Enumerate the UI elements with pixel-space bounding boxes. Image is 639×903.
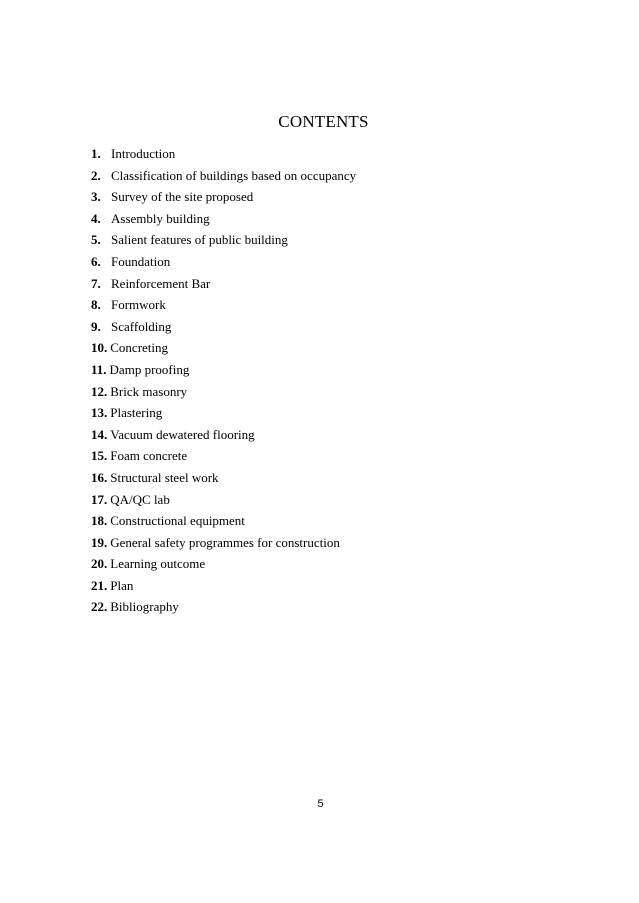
toc-item-number: 1. — [91, 146, 101, 161]
toc-item-number: 20. — [91, 556, 108, 572]
page-title: CONTENTS — [278, 112, 369, 131]
toc-item — [91, 510, 356, 532]
toc-item-number: 6. — [91, 253, 101, 269]
toc-item-label: Vacuum dewatered flooring — [110, 426, 255, 442]
toc-item-label: Learning outcome — [110, 556, 206, 572]
toc-item-label: Bibliography — [110, 599, 179, 615]
toc-item — [91, 359, 356, 381]
toc-item-label: Concreting — [110, 340, 169, 356]
toc-item-label: Damp proofing — [109, 361, 190, 377]
toc-item-number: 10. — [91, 340, 108, 356]
toc-item — [91, 402, 356, 424]
toc-item-number: 4. — [91, 210, 101, 226]
toc-item — [91, 337, 356, 359]
toc-item-label: QA/QC lab — [110, 491, 170, 507]
toc-item — [91, 316, 356, 338]
toc-item-number: 16. — [91, 469, 108, 485]
toc-item-number: 18. — [91, 513, 108, 529]
page-number: 5 — [317, 798, 324, 810]
toc-item-number: 22. — [91, 599, 108, 615]
toc-item — [91, 575, 356, 597]
toc-item-number: 2. — [91, 167, 101, 183]
toc-item — [91, 445, 356, 467]
toc-item — [91, 273, 356, 295]
toc-item-label: Assembly building — [111, 210, 210, 226]
toc-item-label: Introduction — [111, 146, 176, 161]
toc-item-label: Reinforcement Bar — [111, 275, 211, 291]
toc-item-label: Constructional equipment — [110, 513, 245, 529]
toc-item-number: 8. — [91, 297, 101, 313]
toc-item — [91, 165, 356, 187]
toc-item — [91, 467, 356, 489]
toc-item-number: 5. — [91, 232, 101, 248]
toc-item — [91, 596, 356, 618]
toc-item-label: Plan — [110, 577, 134, 593]
toc-item-number: 11. — [91, 361, 107, 377]
toc-item-label: Formwork — [111, 297, 166, 313]
toc-item-number: 9. — [91, 318, 101, 334]
toc-item-number: 19. — [91, 534, 108, 550]
toc-item-label: Plastering — [110, 405, 163, 421]
toc-item-number: 3. — [91, 189, 101, 205]
toc-item-number: 13. — [91, 405, 108, 421]
toc-item — [91, 251, 356, 273]
toc-item-label: Foam concrete — [110, 448, 188, 464]
toc-item-number: 21. — [91, 577, 108, 593]
toc-item — [91, 229, 356, 251]
toc-item-label: Scaffolding — [111, 318, 172, 334]
toc-item-label: Classification of buildings based on occupancy — [111, 167, 357, 183]
toc-item-number: 12. — [91, 383, 108, 399]
toc-item — [91, 143, 356, 165]
toc-item — [91, 186, 356, 208]
toc-item — [91, 294, 356, 316]
toc-item-label: Survey of the site proposed — [111, 189, 254, 205]
toc-item-label: Foundation — [111, 253, 171, 269]
toc-item — [91, 532, 356, 554]
toc-item-number: 15. — [91, 448, 108, 464]
toc-item — [91, 208, 356, 230]
toc-item — [91, 381, 356, 403]
toc-item — [91, 553, 356, 575]
toc-item-number: 17. — [91, 491, 108, 507]
table-of-contents — [91, 143, 356, 618]
toc-item-number: 14. — [91, 426, 108, 442]
toc-item-label: Structural steel work — [110, 469, 219, 485]
toc-item — [91, 424, 356, 446]
toc-item-number: 7. — [91, 275, 101, 291]
toc-item-label: Salient features of public building — [111, 232, 288, 248]
toc-item-label: Brick masonry — [110, 383, 188, 399]
toc-item — [91, 489, 356, 511]
toc-item-label: General safety programmes for construction — [110, 534, 340, 550]
